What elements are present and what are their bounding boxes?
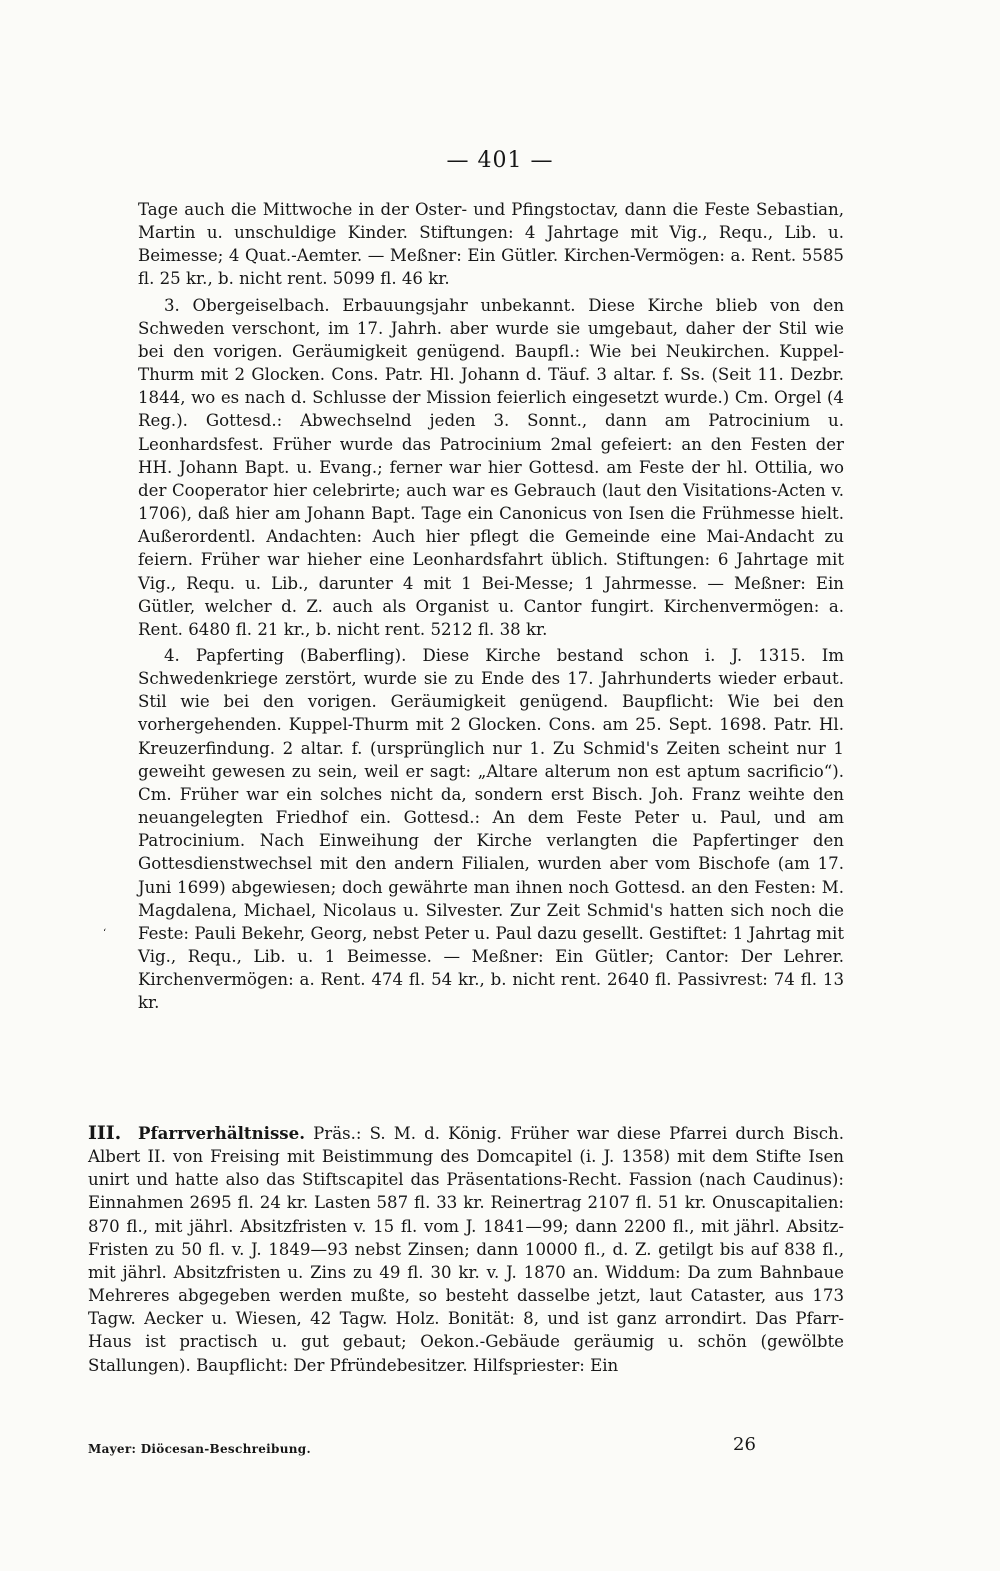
paragraph-obergeiselbach: 3. Obergeiselbach. Erbauungsjahr unbekannt. Diese Kirche blieb von den Schweden verschont, im 17. Jahrh. aber wurde sie umgebaut, daher der Stil wie bei den vorigen. Geräumigkeit genügend. Baupfl.: Wie bei Neukirchen. Kuppel-Thurm mit 2 Glocken. Cons. Patr. Hl. Johann d. Täuf. 3 altar. f. Ss. (Seit 11. Dezbr. 1844, wo es nach d. Schlusse der Mission feierlich eingesetzt wurde.) Cm. Orgel (4 Reg.). Gottesd.: Abwechselnd jeden 3. Sonnt., dann am Patrocinium u. Leonhardsfest. Früher wurde das Patrocinium 2mal gefeiert: an den Festen der HH. Johann Bapt. u. Evang.; ferner war hier Gottesd. am Feste der hl. Ottilia, wo der Cooperator hier celebrirte; auch war es Gebrauch (laut den Visitations-Acten v. 1706), daß hier am Johann Bapt. Tage ein Canonicus von Isen die Frühmesse hielt. Außerordentl. Andachten: Auch hier pflegt die Gemeinde eine Mai-Andacht zu feiern. Früher war hieher eine Leonhardsfahrt üblich. Stiftungen: 6 Jahrtage mit Vig., Requ. u. Lib., darunter 4 mit 1 Bei-Messe; 1 Jahrmesse. — Meßner: Ein Gütler, welcher d. Z. auch als Organist u. Cantor fungirt. Kirchenvermögen: a. Rent. 6480 fl. 21 kr., b. nicht rent. 5212 fl. 38 kr. xyxy=(138,295,844,639)
paragraph-continuation: Tage auch die Mittwoche in der Oster- und Pfingstoctav, dann die Feste Sebastian, Martin u. unschuldige Kinder. Stiftungen: 4 Jahrtage mit Vig., Requ., Lib. u. Beimesse; 4 Quat.-Aemter. — Meßner: Ein Gütler. Kirchen-Vermögen: a. Rent. 5585 fl. 25 kr., b. nicht rent. 5099 fl. 46 kr. xyxy=(138,200,844,289)
footer-signature-number: 26 xyxy=(733,1434,756,1455)
page-number: — 401 — xyxy=(446,148,554,173)
section-text: Präs.: S. M. d. König. Früher war diese Pfarrei durch Bisch. Albert II. von Freising mit Beistimmung des Domcapitel (i. J. 1358) mit dem Stifte Isen unirt und hatte also das Stiftscapitel das Präsentations-Recht. Fassion (nach Caudinus): Einnahmen 2695 fl. 24 kr. Lasten 587 fl. 33 kr. Reinertrag 2107 fl. 51 kr. Onuscapitalien: 870 fl., mit jährl. Absitzfristen v. 15 fl. vom J. 1841—99; dann 2200 fl., mit jährl. Absitz-Fristen zu 50 fl. v. J. 1849—93 nebst Zinsen; dann 10000 fl., d. Z. getilgt bis auf 838 fl., mit jährl. Absitzfristen u. Zins zu 49 fl. 30 kr. v. J. 1870 an. Widdum: Da zum Bahnbaue Mehreres abgegeben werden mußte, so besteht dasselbe jetzt, laut Cataster, aus 173 Tagw. Aecker u. Wiesen, 42 Tagw. Holz. Bonität: 8, und ist ganz arrondirt. Das Pfarr-Haus ist practisch u. gut gebaut; Oekon.-Gebäude geräumig u. schön (gewölbte Stallungen). Baupflicht: Der Pfründebesitzer. Hilfspriester: Ein xyxy=(88,1124,844,1375)
section-pfarrverhaeltnisse xyxy=(88,1122,844,1377)
margin-mark: ‘ xyxy=(103,928,107,939)
section-heading: Pfarrverhältnisse. xyxy=(138,1123,305,1143)
footer-title: Mayer: Diöcesan-Beschreibung. xyxy=(88,1442,311,1456)
section-numeral: III. xyxy=(88,1122,122,1144)
main-text xyxy=(138,198,844,1017)
paragraph-papferting: 4. Papferting (Baberfling). Diese Kirche bestand schon i. J. 1315. Im Schwedenkriege zerstört, wurde sie zu Ende des 17. Jahrhunderts wieder erbaut. Stil wie bei den vorigen. Geräumigkeit genügend. Baupflicht: Wie bei den vorhergehenden. Kuppel-Thurm mit 2 Glocken. Cons. am 25. Sept. 1698. Patr. Hl. Kreuzerfindung. 2 altar. f. (ursprünglich nur 1. Zu Schmid's Zeiten scheint nur 1 geweiht gewesen zu sein, weil er sagt: „Altare alterum non est aptum sacrificio“). Cm. Früher war ein solches nicht da, sondern erst Bisch. Joh. Franz weihte den neuangelegten Friedhof ein. Gottesd.: An dem Feste Peter u. Paul, und am Patrocinium. Nach Einweihung der Kirche verlangten die Papfertinger den Gottesdienstwechsel mit den andern Filialen, wurden aber vom Bischofe (am 17. Juni 1699) abgewiesen; doch gewährte man ihnen noch Gottesd. an den Festen: M. Magdalena, Michael, Nicolaus u. Silvester. Zur Zeit Schmid's hatten sich noch die Feste: Pauli Bekehr, Georg, nebst Peter u. Paul dazu gesellt. Gestiftet: 1 Jahrtag mit Vig., Requ., Lib. u. 1 Beimesse. — Meßner: Ein Gütler; Cantor: Der Lehrer. Kirchenvermögen: a. Rent. 474 fl. 54 kr., b. nicht rent. 2640 fl. Passivrest: 74 fl. 13 kr. xyxy=(138,645,844,1013)
